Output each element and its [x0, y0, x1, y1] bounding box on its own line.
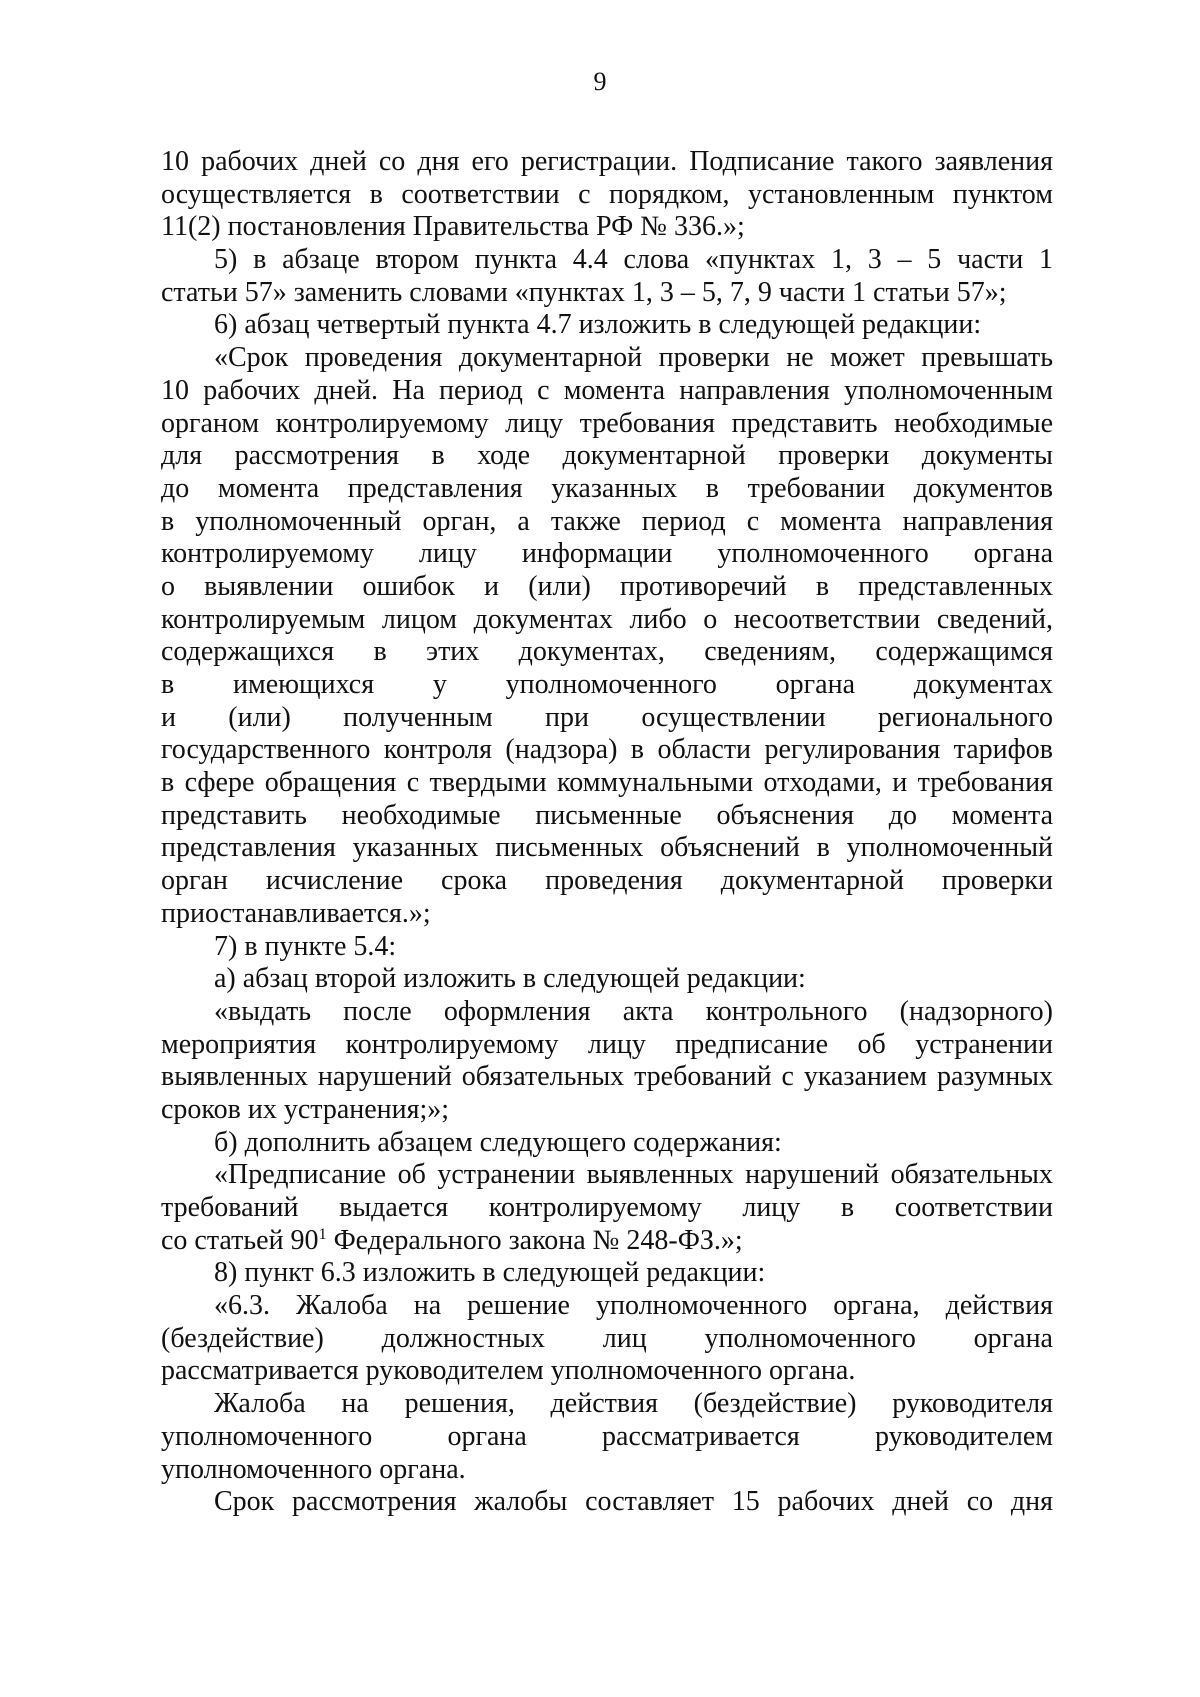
text-line: «Предписание об устранении выявленных нарушений обязательных — [214, 1159, 1053, 1191]
document-body — [161, 146, 1053, 1519]
text-line: орган исчисление срока проведения документарной проверки — [161, 865, 1053, 897]
text-line: в сфере обращения с твердыми коммунальными отходами, и требования — [161, 767, 1053, 799]
text-line: мероприятия контролируемому лицу предписание об устранении — [161, 1028, 1053, 1060]
page-number: 9 — [593, 67, 607, 96]
text-line: представить необходимые письменные объяснения до момента — [161, 799, 1053, 831]
text-line: 11(2) постановления Правительства РФ № 336.»; — [161, 211, 745, 243]
text-line: уполномоченного органа. — [161, 1453, 466, 1485]
text-line: «выдать после оформления акта контрольного (надзорного) — [214, 995, 1053, 1027]
text-line: в уполномоченный орган, а также период с момента направления — [161, 505, 1053, 537]
text-line: 7) в пункте 5.4: — [214, 930, 397, 962]
text-line: для рассмотрения в ходе документарной проверки документы — [161, 440, 1053, 472]
text-line: требований выдается контролируемому лицу в соответствии — [161, 1192, 1053, 1223]
text-line: 10 рабочих дней. На период с момента направления уполномоченным — [161, 374, 1053, 406]
text-line: Жалоба на решения, действия (бездействие) руководителя — [214, 1388, 1053, 1420]
text-line-part: Федерального закона № 248-ФЗ.»; — [326, 1224, 743, 1256]
text-line: «6.3. Жалоба на решение уполномоченного органа, действия — [214, 1290, 1053, 1322]
text-line: и (или) полученным при осуществлении регионального — [161, 701, 1053, 733]
text-line: Срок рассмотрения жалобы составляет 15 рабочих дней со дня — [214, 1486, 1053, 1518]
text-line: контролируемому лицу информации уполномоченного органа — [161, 538, 1053, 570]
text-line: 5) в абзаце втором пункта 4.4 слова «пунктах 1, 3 – 5 части 1 — [214, 244, 1053, 276]
text-line: приостанавливается.»; — [161, 897, 431, 929]
text-line: государственного контроля (надзора) в области регулирования тарифов — [161, 734, 1053, 766]
text-line: в имеющихся у уполномоченного органа документах — [161, 669, 1053, 700]
text-line: 6) абзац четвертый пункта 4.7 изложить в следующей редакции: — [214, 309, 982, 341]
text-line: о выявлении ошибок и (или) противоречий в представленных — [161, 570, 1053, 602]
text-line: а) абзац второй изложить в следующей редакции: — [214, 963, 806, 995]
text-line: до момента представления указанных в требовании документов — [161, 472, 1053, 504]
text-line: сроков их устранения;»; — [161, 1093, 450, 1125]
text-line: 8) пункт 6.3 изложить в следующей редакции: — [214, 1257, 766, 1289]
text-line-part: со статьей 90 — [161, 1224, 319, 1256]
text-line: (бездействие) должностных лиц уполномоченного органа — [161, 1322, 1053, 1354]
text-line: контролируемым лицом документах либо о несоответствии сведений, — [161, 603, 1053, 635]
text-line: 10 рабочих дней со дня его регистрации. Подписание такого заявления — [161, 146, 1053, 177]
text-line: выявленных нарушений обязательных требований с указанием разумных — [161, 1061, 1053, 1093]
text-line: статьи 57» заменить словами «пунктах 1, 3 – 5, 7, 9 части 1 статьи 57»; — [161, 276, 1007, 308]
text-line: «Срок проведения документарной проверки не может превышать — [214, 342, 1053, 374]
text-line: рассматривается руководителем уполномоченного органа. — [161, 1355, 856, 1387]
text-line: содержащихся в этих документах, сведениям, содержащимся — [161, 636, 1053, 668]
text-line — [161, 1225, 1053, 1258]
text-line: б) дополнить абзацем следующего содержания: — [214, 1126, 782, 1158]
text-line: представления указанных письменных объяснений в уполномоченный — [161, 832, 1053, 864]
superscript: 1 — [318, 1225, 327, 1243]
text-line: уполномоченного органа рассматривается руководителем — [161, 1420, 1053, 1452]
text-line: осуществляется в соответствии с порядком, установленным пунктом — [161, 178, 1053, 210]
text-line: органом контролируемому лицу требования представить необходимые — [161, 407, 1053, 439]
